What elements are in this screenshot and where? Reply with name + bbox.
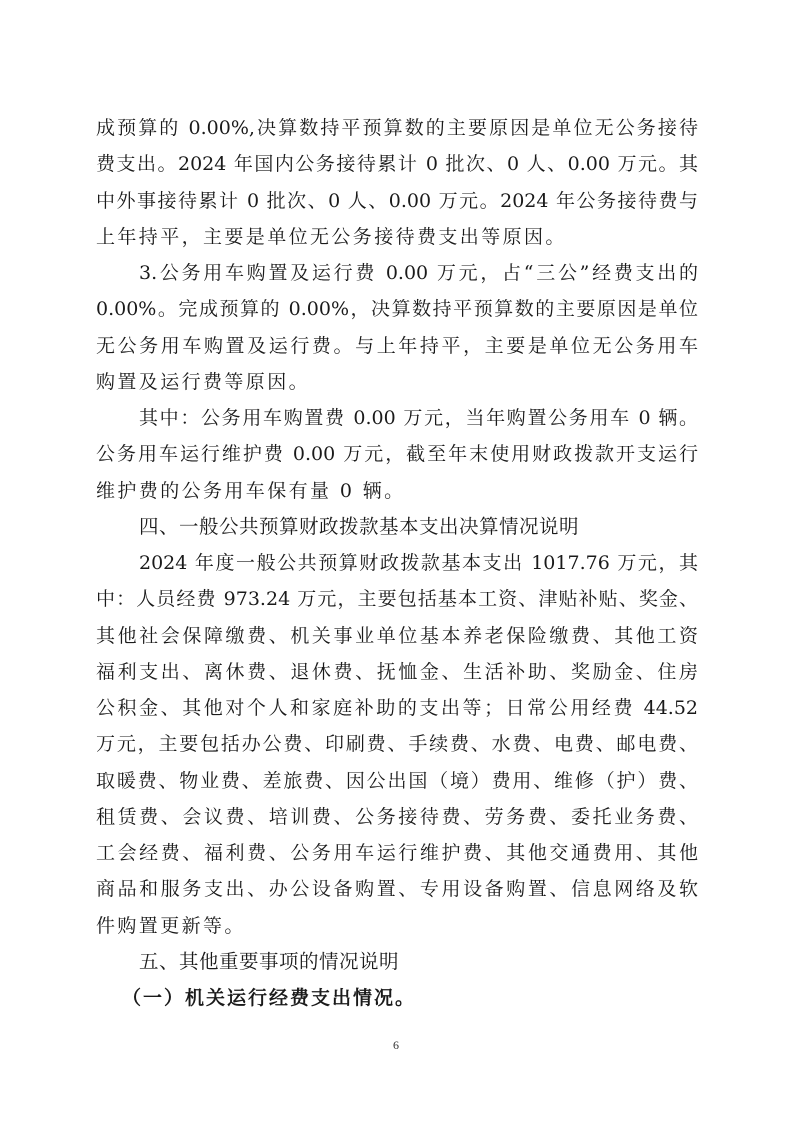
section-heading-5: 五、其他重要事项的情况说明 [139,949,400,973]
document-body [96,110,698,1016]
paragraph-line: 中：人员经费 973.24 万元，主要包括基本工资、津贴补贴、奖金、 [96,588,698,611]
paragraph-line: 3.公务用车购置及运行费 0.00 万元，占“三公”经费支出的 [139,262,698,284]
paragraph-line: 工会经费、福利费、公务用车运行维护费、其他交通费用、其他 [96,842,698,864]
paragraph-line: 租赁费、会议费、培训费、公务接待费、劳务费、委托业务费、 [96,805,698,828]
paragraph-line: 取暖费、物业费、差旅费、因公出国（境）费用、维修（护）费、 [96,769,698,792]
paragraph-line: 无公务用车购置及运行费。与上年持平，主要是单位无公务用车 [96,334,698,357]
paragraph-line: 2024 年度一般公共预算财政拨款基本支出 1017.76 万元，其 [139,552,698,574]
paragraph-line: 购置及运行费等原因。 [96,370,311,393]
paragraph-line: 费支出。2024 年国内公务接待累计 0 批次、0 人、0.00 万元。其 [96,153,698,176]
paragraph-line: 万元，主要包括办公费、印刷费、手续费、水费、电费、邮电费、 [96,733,698,756]
subsection-heading: （一）机关运行经费支出情况。 [122,987,417,1009]
paragraph-line: 件购置更新等。 [96,914,246,937]
paragraph-line: 中外事接待累计 0 批次、0 人、0.00 万元。2024 年公务接待费与 [96,189,698,212]
section-heading-4: 四、一般公共预算财政拨款基本支出决算情况说明 [139,514,580,538]
paragraph-line: 公务用车运行维护费 0.00 万元，截至年末使用财政拨款开支运行 [96,443,698,466]
page-number: 6 [393,1038,399,1052]
paragraph-line: 上年持平，主要是单位无公务接待费支出等原因。 [96,225,567,248]
paragraph-line: 成预算的 0.00%,决算数持平预算数的主要原因是单位无公务接待 [96,117,698,139]
paragraph-line: 其他社会保障缴费、机关事业单位基本养老保险缴费、其他工资 [96,624,698,647]
paragraph-line: 其中：公务用车购置费 0.00 万元，当年购置公务用车 0 辆。 [139,407,698,429]
paragraph-line: 0.00%。完成预算的 0.00%，决算数持平预算数的主要原因是单位 [96,298,698,321]
paragraph-line: 公积金、其他对个人和家庭补助的支出等；日常公用经费 44.52 [96,697,698,719]
paragraph-line: 福利支出、离休费、退休费、抚恤金、生活补助、奖励金、住房 [96,660,698,683]
paragraph-line: 维护费的公务用车保有量 0 辆。 [96,479,406,502]
paragraph-line: 商品和服务支出、办公设备购置、专用设备购置、信息网络及软 [96,878,698,901]
